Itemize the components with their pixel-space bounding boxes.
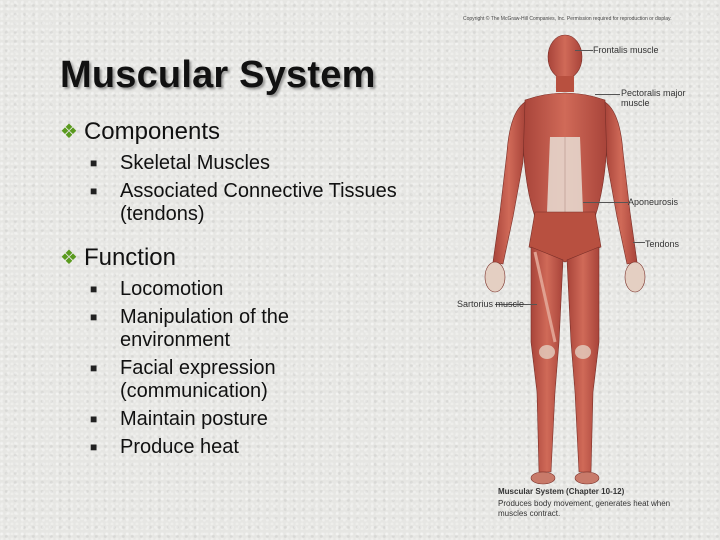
list-item [60,436,390,459]
components-list [60,152,430,226]
list-item [60,306,390,352]
pectoralis-label: Pectoralis major muscle [621,88,686,108]
muscular-system-figure [455,12,690,527]
square-bullet-icon: ■ [90,184,98,198]
list-item [60,408,390,431]
list-item-text: Facial expression (communication) [120,357,276,402]
function-list [60,278,390,459]
slide-title: Muscular System [60,54,376,96]
copyright-notice: Copyright © The McGraw-Hill Companies, Inc. Permission required for reproduction or display. [463,16,672,22]
square-bullet-icon: ■ [90,412,98,426]
diamond-bullet-icon: ❖ [60,121,78,143]
sartorius-label: Sartorius muscle [457,299,525,309]
tendons-label: Tendons [645,239,680,249]
list-item-text: Manipulation of the environment [120,306,290,351]
section-components [60,118,430,231]
list-item-text: Associated Connective Tissues (tendons) [120,180,397,225]
list-item [60,152,430,175]
aponeurosis-label: Aponeurosis [628,197,679,207]
figure-caption-body: Produces body movement, generates heat when muscles contract. [498,499,671,518]
square-bullet-icon: ■ [90,440,98,454]
square-bullet-icon: ■ [90,156,98,170]
frontalis-leader [575,50,593,51]
list-item-text: Maintain posture [120,408,268,430]
square-bullet-icon: ■ [90,361,98,375]
section-heading-text: Function [83,244,176,271]
list-item [60,357,390,403]
section-heading [60,118,430,146]
square-bullet-icon: ■ [90,310,98,324]
diamond-bullet-icon: ❖ [60,247,78,269]
list-item-text: Skeletal Muscles [120,152,271,174]
list-item-text: Locomotion [120,278,224,300]
list-item [60,278,390,301]
pectoralis-leader [595,94,620,95]
figure-caption-title: Muscular System (Chapter 10-12) [498,487,625,496]
list-item [60,180,430,226]
frontalis-label: Frontalis muscle [593,45,659,55]
aponeurosis-leader [583,202,628,203]
tendons-leader [633,242,645,243]
section-function [60,244,390,464]
square-bullet-icon: ■ [90,282,98,296]
section-heading-text: Components [83,118,221,145]
list-item-text: Produce heat [120,436,239,458]
section-heading [60,244,390,272]
